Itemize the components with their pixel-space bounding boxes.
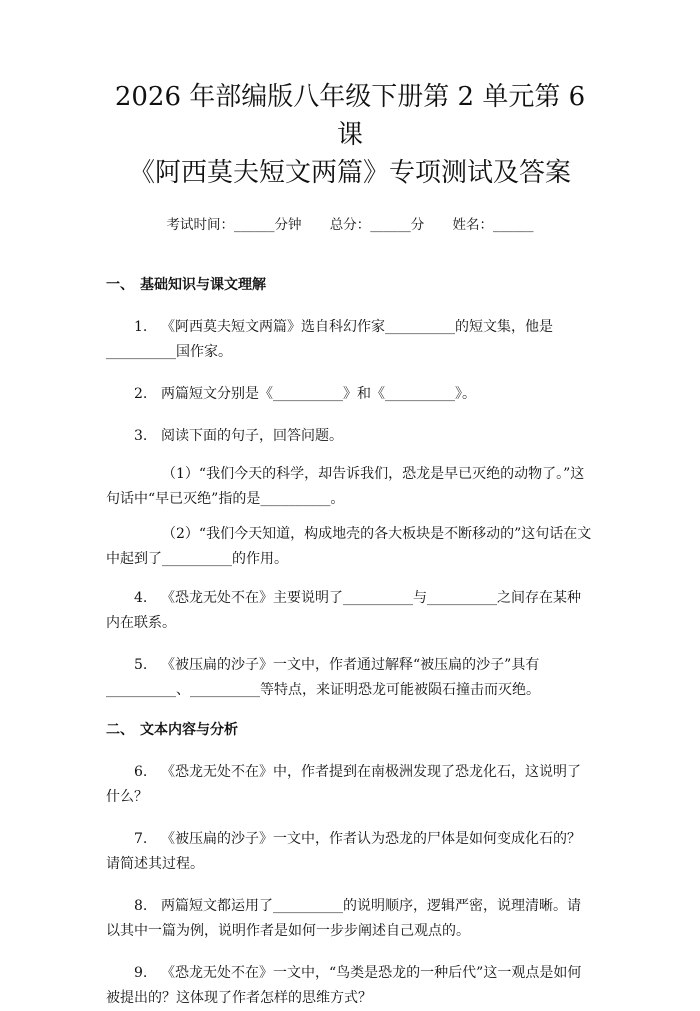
question-9	[106, 961, 594, 1011]
section-heading	[106, 275, 594, 295]
section-number: 一、	[106, 277, 134, 293]
question-text: 两篇短文分别是《__________》和《__________》。	[161, 386, 476, 402]
question-text: 《阿西莫夫短文两篇》选自科幻作家__________的短文集，他是__________国作家。	[106, 319, 553, 360]
question-8	[106, 894, 594, 944]
total-score-field: 总分：______分	[329, 217, 425, 233]
question-number: 8.	[134, 898, 148, 914]
question-text: 阅读下面的句子，回答问题。	[161, 428, 343, 444]
question-number: 7.	[134, 831, 148, 847]
question-1	[106, 315, 594, 365]
question-5	[106, 653, 594, 703]
question-text: 《被压扁的沙子》一文中，作者认为恐龙的尸体是如何变成化石的？请简述其过程。	[106, 831, 581, 872]
question-6	[106, 760, 594, 810]
question-number: 5.	[134, 657, 148, 673]
sub-question-text: （2）“我们今天知道，构成地壳的各大板块是不断移动的”这句话在文中起到了__________的作用。	[106, 526, 592, 567]
question-4	[106, 586, 594, 636]
question-3-sub-2	[106, 522, 594, 572]
question-number: 1.	[134, 319, 148, 335]
question-text: 《恐龙无处不在》一文中，“鸟类是恐龙的一种后代”这一观点是如何被提出的？这体现了作者怎样的思维方式？	[106, 965, 582, 1006]
exam-info-line	[106, 213, 594, 233]
question-text: 《恐龙无处不在》主要说明了__________与__________之间存在某种内在联系。	[106, 590, 581, 631]
question-number: 2.	[134, 386, 148, 402]
section-basic-knowledge	[106, 275, 594, 703]
page-title	[106, 78, 594, 192]
section-number: 二、	[106, 722, 134, 738]
section-title: 基础知识与课文理解	[140, 277, 266, 293]
title-line-2: 《阿西莫夫短文两篇》专项测试及答案	[128, 158, 571, 188]
section-heading	[106, 720, 594, 740]
exam-time-field: 考试时间：______分钟	[166, 217, 302, 233]
question-text: 两篇短文都运用了__________的说明顺序，逻辑严密，说理清晰。请以其中一篇为例，说明作者是如何一步步阐述自己观点的。	[106, 898, 581, 939]
section-text-analysis	[106, 720, 594, 1011]
question-number: 6.	[134, 764, 148, 780]
question-7	[106, 827, 594, 877]
question-2	[106, 382, 594, 407]
section-title: 文本内容与分析	[140, 722, 238, 738]
question-number: 4.	[134, 590, 148, 606]
question-3	[106, 424, 594, 449]
student-name-field: 姓名：______	[452, 217, 534, 233]
question-text: 《被压扁的沙子》一文中，作者通过解释“被压扁的沙子”具有__________、__________等特点，来证明恐龙可能被陨石撞击而灭绝。	[106, 657, 540, 698]
title-line-1: 2026 年部编版八年级下册第 2 单元第 6 课	[114, 82, 586, 150]
question-3-sub-1	[106, 462, 594, 512]
question-number: 9.	[134, 965, 148, 981]
sub-question-text: （1）“我们今天的科学，却告诉我们，恐龙是早已灭绝的动物了。”这句话中“早已灭绝”指的是__________。	[106, 466, 585, 507]
question-number: 3.	[134, 428, 148, 444]
question-text: 《恐龙无处不在》中，作者提到在南极洲发现了恐龙化石，这说明了什么？	[106, 764, 581, 805]
